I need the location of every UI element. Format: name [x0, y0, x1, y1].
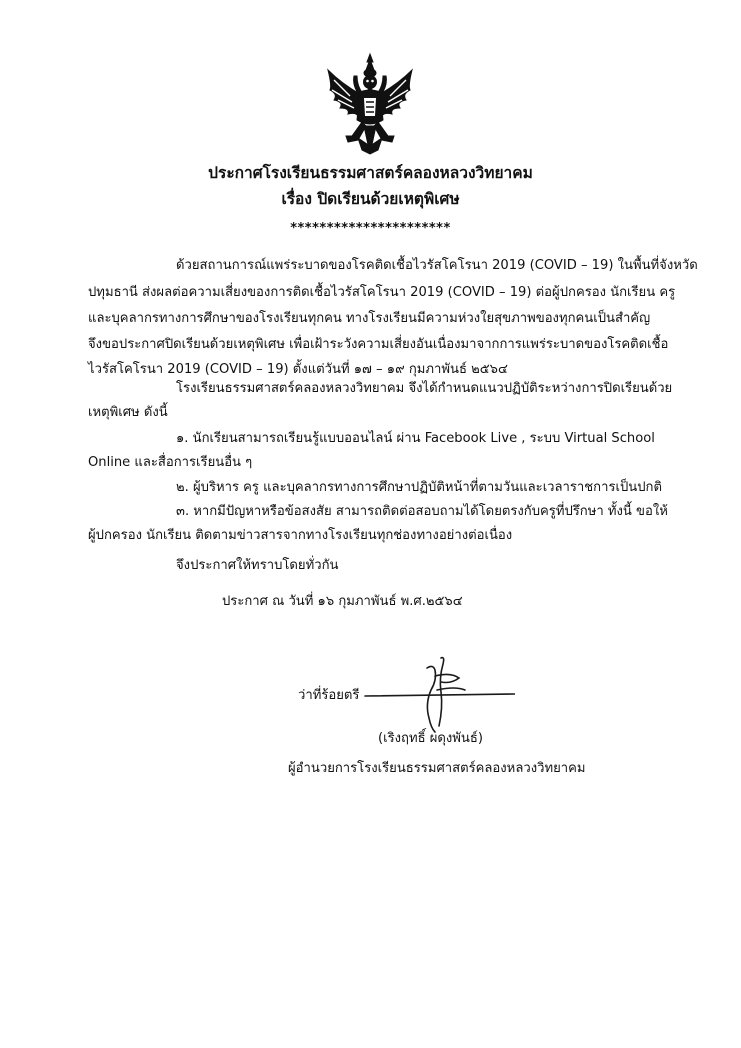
garuda-emblem-icon: [320, 50, 420, 158]
list-item-line: ๒. ผู้บริหาร ครู และบุคลากรทางการศึกษาปฏิบัติหน้าที่ตามวันและเวลาราชการเป็นปกติ: [176, 480, 662, 495]
list-item-line: ๓. หากมีปัญหาหรือข้อสงสัย สามารถติดต่อสอบถามได้โดยตรงกับครูที่ปรึกษา ทั้งนี้ ขอให้: [176, 504, 668, 519]
signatory-position: ผู้อำนวยการโรงเรียนธรรมศาสตร์คลองหลวงวิทยาคม: [288, 761, 586, 776]
list-item-line: ผู้ปกครอง นักเรียน ติดตามข่าวสารจากทางโรงเรียนทุกช่องทางอย่างต่อเนื่อง: [88, 528, 513, 543]
paragraph-line: ไวรัสโคโรนา 2019 (COVID – 19) ตั้งแต่วันที่ ๑๗ – ๑๙ กุมภาพันธ์ ๒๕๖๔: [88, 362, 508, 377]
paragraph-line: เหตุพิเศษ ดังนี้: [88, 405, 168, 420]
paragraph-line: ปทุมธานี ส่งผลต่อความเสี่ยงของการติดเชื้อไวรัสโคโรนา 2019 (COVID – 19) ต่อผู้ปกครอง นักเรียน ครู: [88, 285, 676, 300]
announcement-date: ประกาศ ณ วันที่ ๑๖ กุมภาพันธ์ พ.ศ.๒๕๖๔: [222, 594, 463, 609]
signatory-rank: ว่าที่ร้อยตรี: [298, 688, 360, 703]
closing-statement: จึงประกาศให้ทราบโดยทั่วกัน: [176, 558, 339, 573]
paragraph-line: โรงเรียนธรรมศาสตร์คลองหลวงวิทยาคม จึงได้กำหนดแนวปฏิบัติระหว่างการปิดเรียนด้วย: [176, 381, 673, 396]
document-title: ประกาศโรงเรียนธรรมศาสตร์คลองหลวงวิทยาคม: [208, 164, 533, 182]
signatory-name: (เริงฤทธิ์ ผดุงพันธ์): [378, 731, 483, 746]
handwritten-signature-icon: [355, 656, 515, 736]
paragraph-line: ด้วยสถานการณ์แพร่ระบาดของโรคติดเชื้อไวรัสโคโรนา 2019 (COVID – 19) ในพื้นที่จังหวัด: [176, 258, 698, 273]
paragraph-line: จึงขอประกาศปิดเรียนด้วยเหตุพิเศษ เพื่อเฝ้าระวังความเสี่ยงอันเนื่องมาจากการแพร่ระบาดของโรคติดเชื้อ: [88, 337, 669, 352]
list-item-line: Online และสื่อการเรียนอื่น ๆ: [88, 455, 253, 470]
paragraph-line: และบุคลากรทางการศึกษาของโรงเรียนทุกคน ทางโรงเรียนมีความห่วงใยสุขภาพของทุกคนเป็นสำคัญ: [88, 311, 651, 326]
list-item-line: ๑. นักเรียนสามารถเรียนรู้แบบออนไลน์ ผ่าน Facebook Live , ระบบ Virtual School: [176, 431, 655, 446]
title-divider: **********************: [290, 221, 451, 236]
document-subject: เรื่อง ปิดเรียนด้วยเหตุพิเศษ: [281, 190, 460, 208]
